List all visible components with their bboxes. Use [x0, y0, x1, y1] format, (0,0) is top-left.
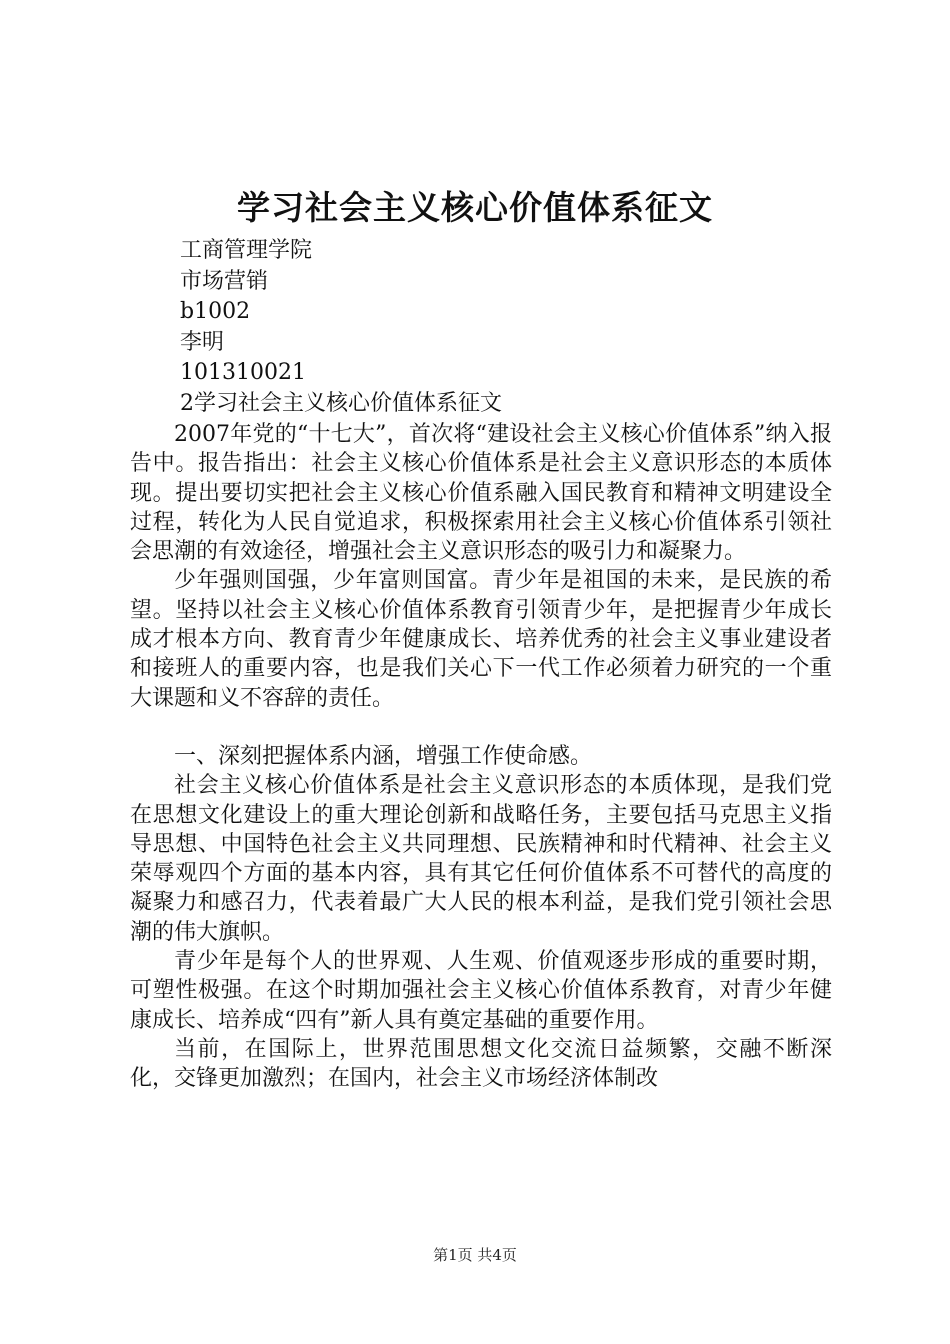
meta-line-name: 李明: [180, 329, 225, 355]
page-footer: 第1页 共4页: [433, 1246, 517, 1264]
paragraph: 少年强则国强，少年富则国富。青少年是祖国的未来，是民族的希望。坚持以社会主义核心价值体系教育引领青少年，是把握青少年成长成才根本方向、教育青少年健康成长、培养优秀的社会主义事业建设者和接班人的重要内容，也是我们关心下一代工作必须着力研究的一个重大课题和义不容辞的责任。: [130, 568, 832, 711]
paragraph: 青少年是每个人的世界观、人生观、价值观逐步形成的重要时期，可塑性极强。在这个时期加强社会主义核心价值体系教育，对青少年健康成长、培养成“四有”新人具有奠定基础的重要作用。: [130, 949, 832, 1033]
paragraph: 当前，在国际上，世界范围思想文化交流日益频繁，交融不断深化，交锋更加激烈；在国内，社会主义市场经济体制改: [130, 1036, 832, 1092]
paragraph: 2007年党的“十七大”，首次将“建设社会主义核心价值体系”纳入报告中。报告指出：社会主义核心价值体系是社会主义意识形态的本质体现。提出要切实把社会主义核心价值系融入国民教育和精神文明建设全过程，转化为人民自觉追求，积极探索用社会主义核心价值体系引领社会思潮的有效途径，增强社会主义意识形态的吸引力和凝聚力。: [130, 422, 832, 565]
paragraph: 社会主义核心价值体系是社会主义意识形态的本质体现，是我们党在思想文化建设上的重大理论创新和战略任务，主要包括马克思主义指导思想、中国特色社会主义共同理想、民族精神和时代精神、社会主义荣辱观四个方面的基本内容，具有其它任何价值体系不可替代的高度的凝聚力和感召力，代表着最广大人民的根本利益，是我们党引领社会思潮的伟大旗帜。: [130, 773, 832, 945]
meta-line-major: 市场营销: [180, 268, 269, 294]
document-body: [130, 420, 832, 1094]
document-title: 学习社会主义核心价值体系征文: [237, 188, 713, 227]
meta-line-school: 工商管理学院: [180, 238, 313, 263]
meta-line-subtitle: 2学习社会主义核心价值体系征文: [180, 390, 502, 416]
section-heading: 一、深刻把握体系内涵，增强工作使命感。: [174, 743, 593, 769]
meta-line-class: b1002: [180, 299, 251, 324]
meta-line-student-id: 101310021: [180, 360, 306, 385]
author-info-block: [180, 236, 502, 419]
